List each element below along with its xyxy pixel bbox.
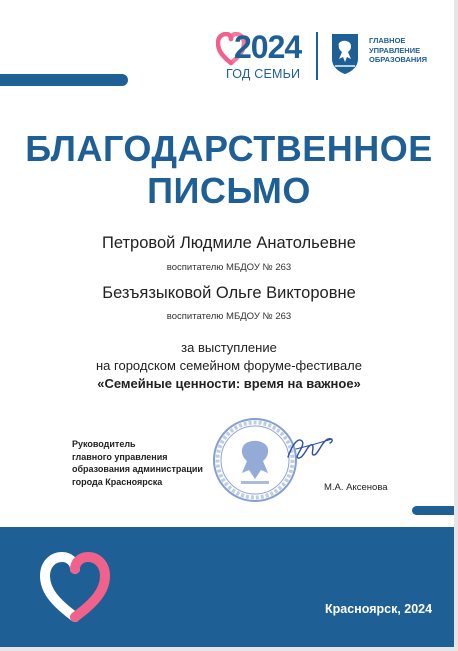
department-line: ГЛАВНОЕ: [369, 36, 406, 45]
year-subtitle: ГОД СЕМЬИ: [226, 67, 301, 81]
signatory-position: [72, 438, 203, 488]
signatory-position-line: Руководитель: [72, 439, 136, 449]
event-name: «Семейные ценности: время на важное»: [97, 376, 361, 391]
department-line: УПРАВЛЕНИЕ: [369, 45, 421, 55]
signatory-position-line: образования администрации: [72, 464, 203, 474]
department-line: ОБРАЗОВАНИЯ: [369, 55, 428, 64]
page-edge: [0, 647, 458, 651]
page-edge: [454, 0, 458, 651]
city-year-label: Красноярск, 2024: [325, 602, 433, 616]
signatory-position-line: города Красноярска: [72, 476, 163, 487]
signature-icon: [282, 427, 337, 467]
year-label: 2024: [234, 29, 302, 65]
body-text: на городском семейном форуме-фестивале: [95, 358, 362, 373]
coat-of-arms-icon: [331, 33, 359, 75]
footer-band: [0, 527, 454, 647]
department-name: [369, 36, 427, 65]
document-title-line2: ПИСЬМО: [147, 170, 311, 211]
signatory-position-line: главного управления: [72, 451, 168, 462]
bottom-decor-bar: [412, 506, 454, 515]
year-of-family-logo: [216, 28, 306, 88]
recipient-role: воспитателю МБДОУ № 263: [166, 311, 292, 322]
heart-logo-icon: [38, 551, 112, 623]
recipient-name: Петровой Людмиле Анатольевне: [102, 234, 356, 252]
top-decor-bar: [0, 74, 128, 86]
recipient-name: Безъязыковой Ольге Викторовне: [102, 284, 356, 302]
document-title-line1: БЛАГОДАРСТВЕННОЕ: [25, 128, 433, 169]
header-divider: [316, 32, 318, 80]
body-text: за выступление: [181, 340, 277, 355]
signatory-name: М.А. Аксенова: [324, 482, 388, 493]
recipient-role: воспитателю МБДОУ № 263: [166, 262, 292, 273]
